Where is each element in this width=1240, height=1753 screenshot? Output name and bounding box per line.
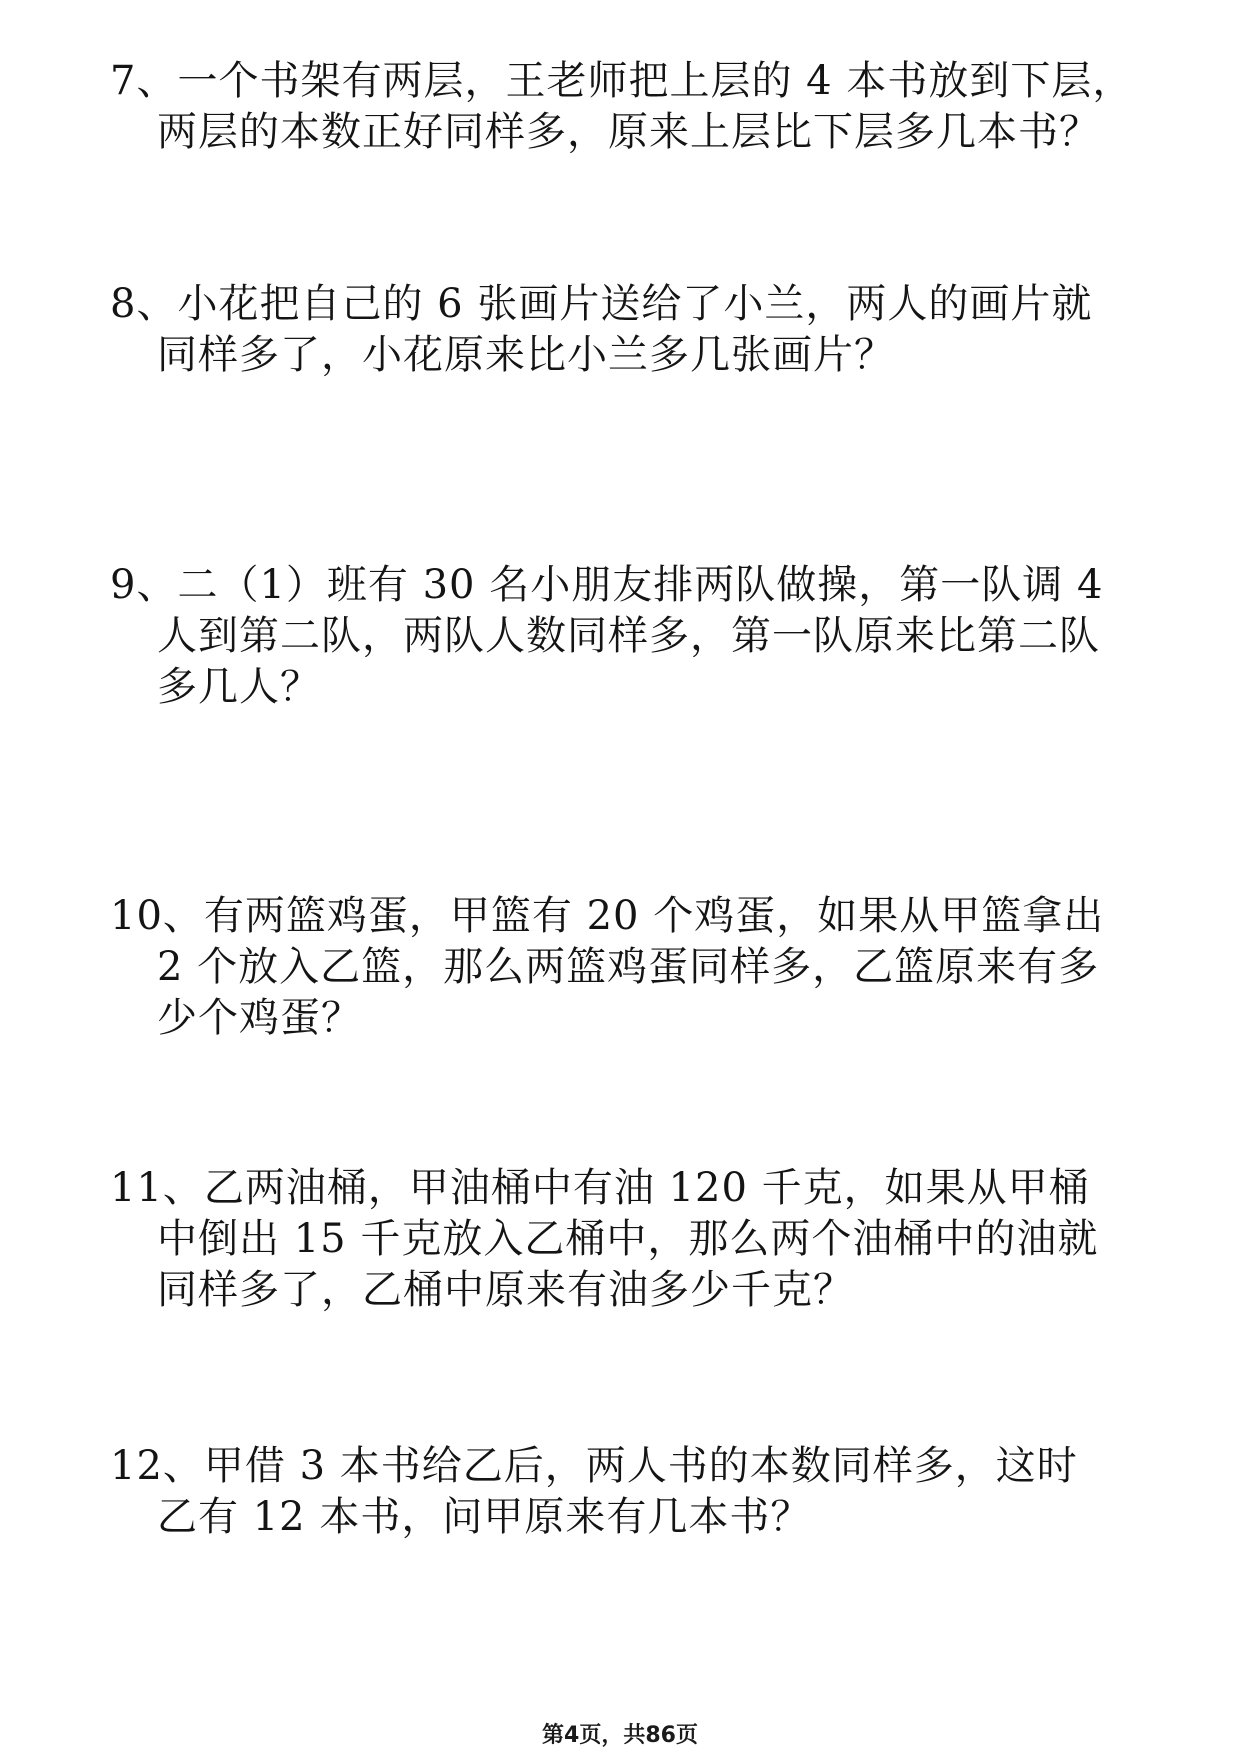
problem-11-line-2: 中倒出 15 千克放入乙桶中，那么两个油桶中的油就 [157,1216,1099,1262]
problem-7-line-2: 两层的本数正好同样多，原来上层比下层多几本书？ [157,109,1100,155]
problem-10-line-1: 10、有两篮鸡蛋，甲篮有 20 个鸡蛋，如果从甲篮拿出 [110,893,1105,939]
problem-12-line-2: 乙有 12 本书，问甲原来有几本书？ [157,1494,812,1540]
problem-11-line-3: 同样多了，乙桶中原来有油多少千克？ [157,1267,854,1313]
problem-10-line-3: 少个鸡蛋？ [157,995,362,1041]
problem-7-line-1: 7、一个书架有两层，王老师把上层的 4 本书放到下层， [110,58,1134,104]
problem-7 [110,56,1134,158]
problem-9 [110,560,1110,713]
problem-11-line-1: 11、乙两油桶，甲油桶中有油 120 千克，如果从甲桶 [110,1165,1090,1211]
problem-10-line-2: 2 个放入乙篮，那么两篮鸡蛋同样多，乙篮原来有多 [157,944,1100,990]
problem-10 [110,891,1110,1044]
problem-8-line-2: 同样多了，小花原来比小兰多几张画片？ [157,332,895,378]
problem-8-line-1: 8、小花把自己的 6 张画片送给了小兰，两人的画片就 [110,281,1093,327]
problem-11 [110,1163,1110,1316]
page-number-footer: 第4页，共86页 [542,1723,698,1748]
problem-12 [110,1441,1110,1543]
problem-9-line-3: 多几人？ [157,664,321,710]
problem-9-line-1: 9、二（1）班有 30 名小朋友排两队做操，第一队调 4 [110,562,1104,608]
problem-9-line-2: 人到第二队，两队人数同样多，第一队原来比第二队 [157,613,1100,659]
problem-8 [110,279,1110,381]
problem-12-line-1: 12、甲借 3 本书给乙后，两人书的本数同样多，这时 [110,1443,1078,1489]
